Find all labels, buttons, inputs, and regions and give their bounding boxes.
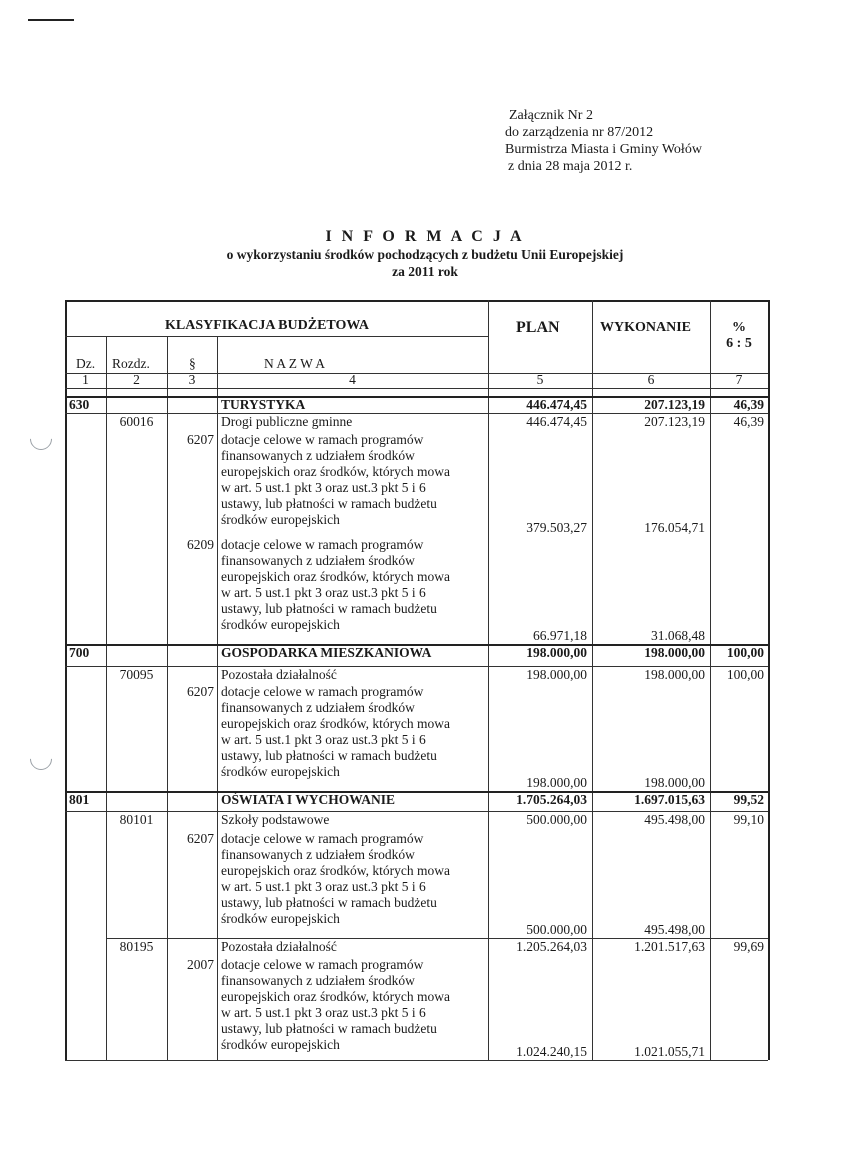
grant-description: dotacje celowe w ramach programów finansowanych z udziałem środków europejskich oraz środków, których mowa w art. 5 ust.1 pkt 3 oraz ust.3 pkt 5 i 6 ustawy, lub płatności w ramach budżetu środków europejskich [221, 684, 450, 779]
stamp-line-3: Burmistrza Miasta i Gminy Wołów [505, 142, 702, 157]
column-number: 1 [82, 372, 89, 387]
table-border [65, 1060, 768, 1061]
plan-value: 446.474,45 [526, 397, 587, 412]
title-subheading: o wykorzystaniu środków pochodzących z budżetu Unii Europejskiej [226, 247, 624, 262]
header-percent: % [732, 320, 746, 335]
chapter-name: Pozostała działalność [221, 667, 337, 682]
header-percent-formula: 6 : 5 [726, 336, 752, 351]
table-rule [217, 336, 218, 1060]
section-name: GOSPODARKA MIESZKANIOWA [221, 645, 432, 660]
grant-description: dotacje celowe w ramach programów finansowanych z udziałem środków europejskich oraz środków, których mowa w art. 5 ust.1 pkt 3 oraz ust.3 pkt 5 i 6 ustawy, lub płatności w ramach budżetu środków europejskich [221, 537, 450, 632]
chapter-name: Pozostała działalność [221, 939, 337, 954]
plan-value: 198.000,00 [526, 645, 587, 660]
column-number: 5 [536, 372, 544, 387]
table-rule [65, 388, 768, 389]
execution-value: 495.498,00 [644, 812, 705, 827]
execution-value: 1.201.517,63 [634, 939, 705, 954]
plan-value: 500.000,00 [526, 922, 587, 937]
section-code: 630 [69, 397, 90, 412]
chapter-code: 60016 [119, 414, 154, 429]
column-number: 7 [735, 372, 743, 387]
chapter-code: 80101 [119, 812, 154, 827]
column-number: 3 [188, 372, 196, 387]
chapter-code: 70095 [119, 667, 154, 682]
percent-value: 99,69 [733, 939, 764, 954]
execution-value: 198.000,00 [644, 645, 705, 660]
percent-value: 46,39 [733, 414, 764, 429]
stamp-line-2: do zarządzenia nr 87/2012 [505, 125, 654, 140]
header-wykonanie: WYKONANIE [600, 320, 692, 335]
title-heading: I N F O R M A C J A [325, 228, 525, 245]
section-code: 700 [69, 645, 90, 660]
grant-description: dotacje celowe w ramach programów finansowanych z udziałem środków europejskich oraz środków, których mowa w art. 5 ust.1 pkt 3 oraz ust.3 pkt 5 i 6 ustawy, lub płatności w ramach budżetu środków europejskich [221, 831, 450, 926]
paragraph-code: 6207 [187, 831, 214, 846]
paragraph-code: 6207 [187, 684, 214, 699]
percent-value: 100,00 [726, 667, 764, 682]
header-nazwa: N A Z W A [264, 356, 326, 371]
execution-value: 207.123,19 [644, 414, 705, 429]
paragraph-code: 6209 [187, 537, 214, 552]
column-number: 4 [349, 372, 356, 387]
header-dz: Dz. [76, 356, 96, 371]
execution-value: 495.498,00 [644, 922, 705, 937]
plan-value: 1.024.240,15 [516, 1044, 587, 1059]
grant-description: dotacje celowe w ramach programów finansowanych z udziałem środków europejskich oraz środków, których mowa w art. 5 ust.1 pkt 3 oraz ust.3 pkt 5 i 6 ustawy, lub płatności w ramach budżetu środków europejskich [221, 957, 450, 1052]
title-year: za 2011 rok [392, 264, 458, 279]
plan-value: 500.000,00 [526, 812, 587, 827]
chapter-code: 80195 [119, 939, 154, 954]
percent-value: 100,00 [726, 645, 764, 660]
paragraph-code: 2007 [187, 957, 214, 972]
execution-value: 176.054,71 [644, 520, 705, 535]
table-border [65, 300, 768, 302]
percent-value: 99,10 [733, 812, 764, 827]
chapter-name: Drogi publiczne gminne [221, 414, 353, 429]
header-klasyfikacja: KLASYFIKACJA BUDŻETOWA [165, 318, 369, 333]
column-number: 6 [647, 372, 655, 387]
chapter-name: Szkoły podstawowe [221, 812, 330, 827]
stamp-line-1: Załącznik Nr 2 [509, 108, 593, 123]
execution-value: 198.000,00 [644, 667, 705, 682]
execution-value: 1.697.015,63 [634, 792, 705, 807]
execution-value: 1.021.055,71 [634, 1044, 705, 1059]
plan-value: 379.503,27 [526, 520, 587, 535]
plan-value: 198.000,00 [526, 775, 587, 790]
table-border [768, 300, 770, 1060]
table-rule [65, 336, 488, 337]
section-code: 801 [69, 792, 90, 807]
execution-value: 198.000,00 [644, 775, 705, 790]
stamp-line-4: z dnia 28 maja 2012 r. [508, 159, 633, 174]
plan-value: 1.205.264,03 [516, 939, 587, 954]
execution-value: 31.068,48 [651, 628, 705, 643]
percent-value: 99,52 [733, 792, 764, 807]
section-name: OŚWIATA I WYCHOWANIE [221, 792, 396, 807]
header-paragraph: § [189, 356, 196, 371]
section-name: TURYSTYKA [221, 397, 306, 412]
percent-value: 46,39 [733, 397, 764, 412]
header-plan: PLAN [516, 319, 560, 336]
header-rozdz: Rozdz. [112, 356, 150, 371]
paragraph-code: 6207 [187, 432, 214, 447]
plan-value: 446.474,45 [526, 414, 587, 429]
grant-description: dotacje celowe w ramach programów finansowanych z udziałem środków europejskich oraz środków, których mowa w art. 5 ust.1 pkt 3 oraz ust.3 pkt 5 i 6 ustawy, lub płatności w ramach budżetu środków europejskich [221, 432, 450, 527]
column-number: 2 [133, 372, 140, 387]
table-border [65, 300, 67, 1060]
plan-value: 198.000,00 [526, 667, 587, 682]
execution-value: 207.123,19 [644, 397, 705, 412]
plan-value: 66.971,18 [533, 628, 587, 643]
plan-value: 1.705.264,03 [516, 792, 587, 807]
